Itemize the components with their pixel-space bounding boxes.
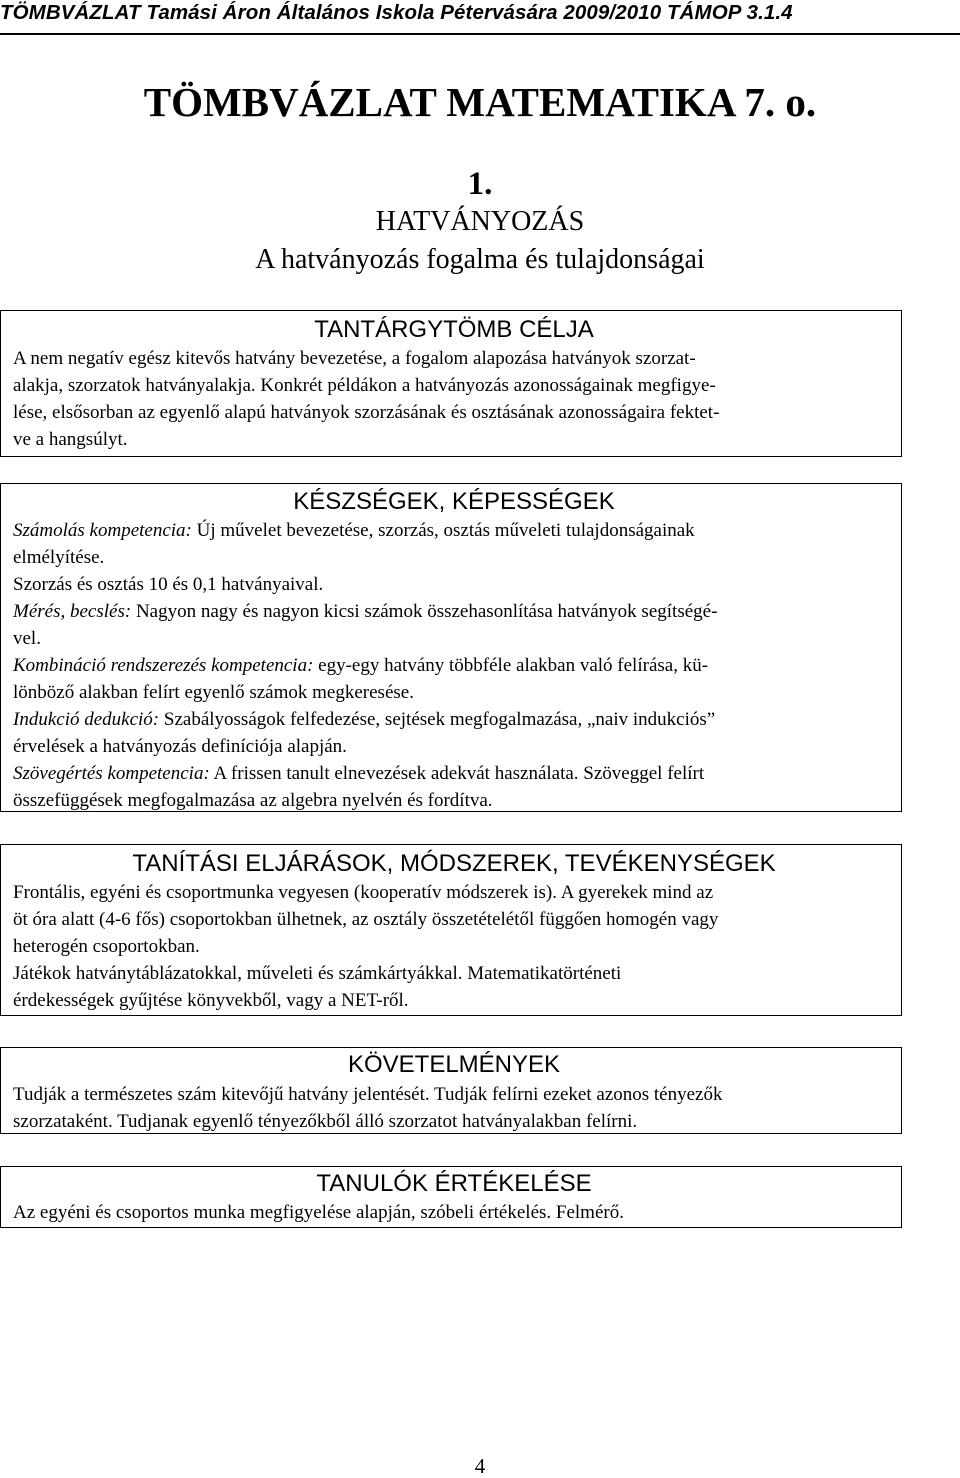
- section-body: [13, 879, 895, 1014]
- body-line: [13, 517, 895, 544]
- competency-text: A frissen tanult elnevezések adekvát használata. Szöveggel felírt: [209, 763, 705, 784]
- section-keszsegek-kepessegek: [0, 483, 902, 812]
- body-line: érdekességek gyűjtése könyvekből, vagy a NET-ről.: [13, 990, 409, 1011]
- competency-label: Mérés, becslés:: [13, 601, 132, 622]
- body-line: [13, 652, 895, 679]
- body-line: [13, 625, 895, 652]
- section-heading: TANTÁRGYTÖMB CÉLJA: [314, 316, 594, 343]
- page-number: 4: [474, 1454, 486, 1478]
- body-line: ve a hangsúlyt.: [13, 429, 128, 450]
- competency-text: elmélyítése.: [13, 547, 105, 568]
- chapter-subtitle: A hatványozás fogalma és tulajdonságai: [255, 244, 705, 275]
- competency-label: Szövegértés kompetencia:: [13, 763, 210, 784]
- chapter-number: 1.: [467, 166, 493, 202]
- section-heading: KÉSZSÉGEK, KÉPESSÉGEK: [293, 488, 615, 515]
- section-body: [13, 345, 895, 453]
- competency-label: Kombináció rendszerezés kompetencia:: [13, 655, 314, 676]
- competency-text: egy-egy hatvány többféle alakban való felírása, kü-: [313, 655, 709, 676]
- body-line: [13, 760, 895, 787]
- competency-text: Nagyon nagy és nagyon kicsi számok összehasonlítása hatványok segítségé-: [131, 601, 718, 622]
- body-line: [13, 706, 895, 733]
- body-line: öt óra alatt (4-6 fős) csoportokban ülhetnek, az osztály összetételétől függően homogén vagy: [13, 909, 719, 930]
- body-line: Játékok hatványtáblázatokkal, műveleti és számkártyákkal. Matematikatörténeti: [13, 963, 622, 984]
- body-line: [13, 598, 895, 625]
- running-header: TÖMBVÁZLAT Tamási Áron Általános Iskola Pétervására 2009/2010 TÁMOP 3.1.4: [0, 1, 793, 24]
- section-tanulok-ertekelese: [0, 1166, 902, 1228]
- body-line: A nem negatív egész kitevős hatvány bevezetése, a fogalom alapozása hatványok szorzat-: [13, 348, 696, 369]
- competency-label: Számolás kompetencia:: [13, 520, 192, 541]
- section-heading: TANÍTÁSI ELJÁRÁSOK, MÓDSZEREK, TEVÉKENYSÉGEK: [132, 850, 776, 877]
- header-rule: [0, 33, 960, 35]
- section-heading: TANULÓK ÉRTÉKELÉSE: [316, 1170, 592, 1197]
- body-line: [13, 679, 895, 706]
- section-body: [13, 1081, 895, 1135]
- section-heading: KÖVETELMÉNYEK: [347, 1051, 561, 1078]
- body-line: Frontális, egyéni és csoportmunka vegyesen (kooperatív módszerek is). A gyerekek mind az: [13, 882, 714, 903]
- competency-text: lönböző alakban felírt egyenlő számok megkeresése.: [13, 682, 414, 703]
- competency-text: Új művelet bevezetése, szorzás, osztás műveleti tulajdonságainak: [191, 520, 695, 541]
- body-line: Tudják a természetes szám kitevőjű hatvány jelentését. Tudják felírni ezeket azonos tényezők: [13, 1084, 723, 1105]
- competency-text: összefüggések megfogalmazása az algebra nyelvén és fordítva.: [13, 790, 493, 811]
- section-tantargytomb-celja: [0, 310, 902, 457]
- section-kovetelmenyek: [0, 1047, 902, 1134]
- body-line: [13, 571, 895, 598]
- body-line: [13, 787, 895, 814]
- body-line: lése, elsősorban az egyenlő alapú hatványok szorzásának és osztásának azonosságaira fektet-: [13, 402, 720, 423]
- competency-label: Indukció dedukció:: [13, 709, 160, 730]
- competency-text: érvelések a hatványozás definíciója alapján.: [13, 736, 347, 757]
- competency-text: vel.: [13, 628, 41, 649]
- section-body: [13, 1199, 895, 1226]
- body-line: [13, 544, 895, 571]
- document-title: TÖMBVÁZLAT MATEMATIKA 7. o.: [143, 79, 817, 125]
- chapter-title: HATVÁNYOZÁS: [375, 206, 585, 237]
- body-line: szorzataként. Tudjanak egyenlő tényezőkből álló szorzatot hatványalakban felírni.: [13, 1111, 638, 1132]
- section-tanitasi-eljarasok: [0, 844, 902, 1016]
- body-line: [13, 733, 895, 760]
- competency-text: Szabályosságok felfedezése, sejtések megfogalmazása, „naiv indukciós”: [159, 709, 716, 730]
- section-body: [13, 517, 895, 814]
- competency-text: Szorzás és osztás 10 és 0,1 hatványaival.: [13, 574, 324, 595]
- body-line: heterogén csoportokban.: [13, 936, 200, 957]
- body-line: alakja, szorzatok hatványalakja. Konkrét példákon a hatványozás azonosságainak megfigye-: [13, 375, 716, 396]
- body-line: Az egyéni és csoportos munka megfigyelése alapján, szóbeli értékelés. Felmérő.: [13, 1202, 624, 1223]
